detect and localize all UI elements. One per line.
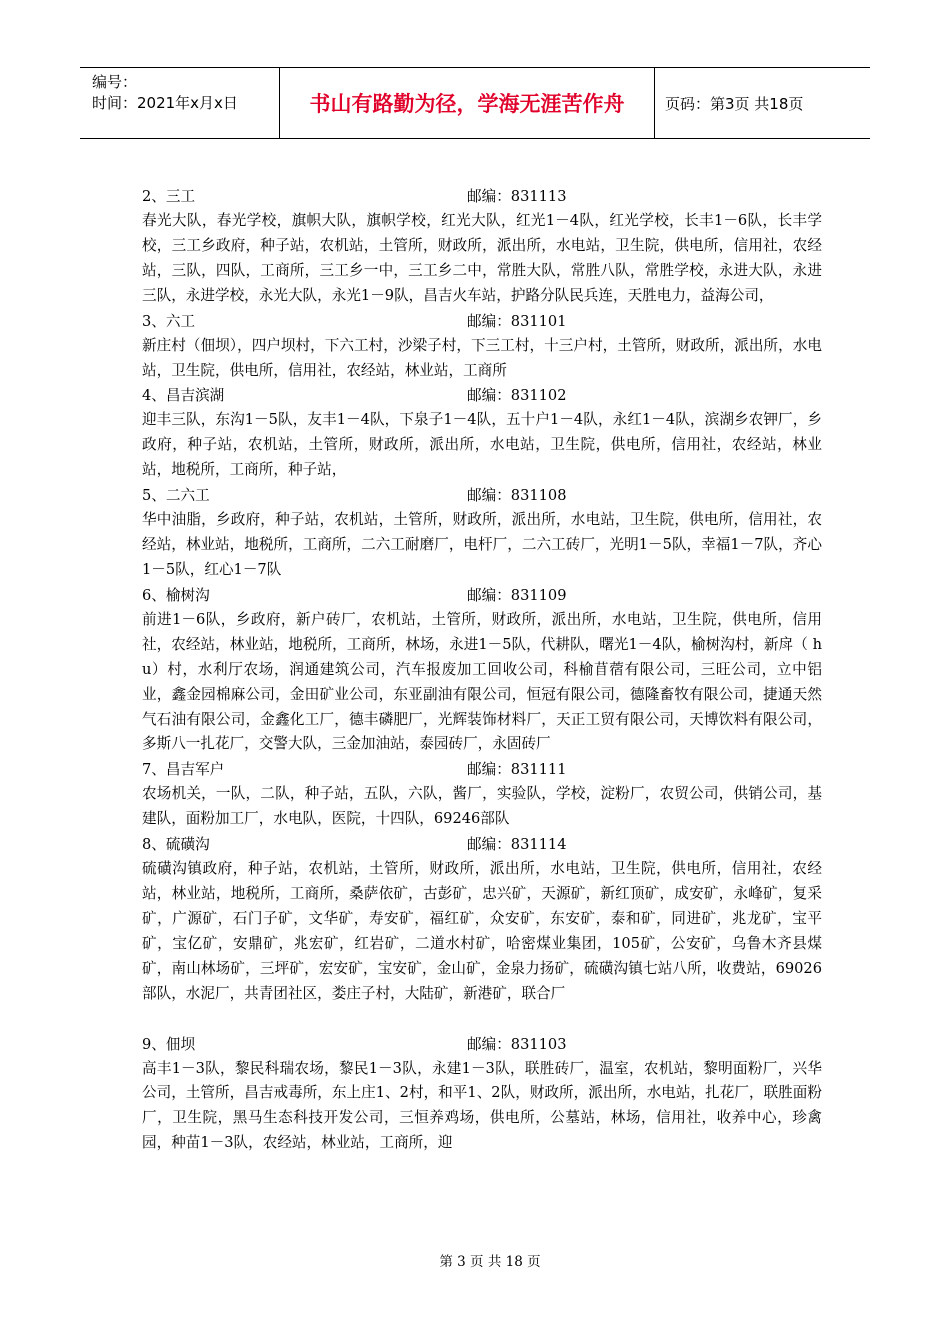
section-spacer <box>142 1007 822 1032</box>
section-3 <box>142 309 822 384</box>
postal-code: 邮编：831103 <box>467 1035 567 1053</box>
section-name: 6、榆树沟 <box>142 586 210 604</box>
section-name: 7、昌吉军户 <box>142 761 225 779</box>
section-title <box>142 757 822 782</box>
postal-code: 邮编：831109 <box>467 586 567 604</box>
postal-code: 邮编：831114 <box>467 836 567 854</box>
section-body: 硫磺沟镇政府，种子站，农机站，土管所，财政所，派出所，水电站，卫生院，供电所，信用社，农经站，林业站，地税所，工商所，桑萨依矿，古彭矿，忠兴矿，天源矿，新红顶矿，成安矿，永峰矿，复采矿，广源矿，石门子矿，文华矿，寿安矿，福红矿，众安矿，东安矿，泰和矿，同进矿，兆龙矿，宝平矿，宝亿矿，安鼎矿，兆宏矿，红岩矿，二道水村矿，哈密煤业集团，105矿，公安矿，乌鲁木齐县煤矿，南山林场矿，三坪矿，宏安矿，宝安矿，金山矿，金泉力扬矿，硫磺沟镇七站八所，收费站，69026部队，水泥厂，共青团社区，娄庄子村，大陆矿，新港矿，联合厂 <box>142 860 822 1002</box>
section-7 <box>142 757 822 832</box>
postal-code: 邮编：831101 <box>467 312 567 330</box>
section-6 <box>142 583 822 757</box>
section-title <box>142 1032 822 1057</box>
section-name: 9、佃坝 <box>142 1035 196 1053</box>
section-9 <box>142 1032 822 1157</box>
header-page-label: 页码：第3页 共18页 <box>665 94 804 113</box>
header-motto: 书山有路勤为径，学海无涯苦作舟 <box>280 68 655 138</box>
section-title <box>142 583 822 608</box>
section-body: 高丰1－3队，黎民科瑞农场，黎民1－3队，永建1－3队，联胜砖厂，温室，农机站，黎明面粉厂，兴华公司，土管所，昌吉戒毒所，东上庄1、2村，和平1、2队，财政所，派出所，水电站，扎花厂，联胜面粉厂，卫生院，黑马生态科技开发公司，三恒养鸡场，供电所，公墓站，林场，信用社，收养中心，珍禽园，种苗1－3队，农经站，林业站，工商所，迎 <box>142 1059 822 1152</box>
header-info <box>80 68 280 138</box>
postal-code: 邮编：831113 <box>467 188 567 205</box>
section-name: 5、二六工 <box>142 487 210 505</box>
postal-code: 邮编：831102 <box>467 387 567 405</box>
section-body: 前进1－6队，乡政府，新户砖厂，农机站，土管所，财政所，派出所，水电站，卫生院，供电所，信用社，农经站，林业站，地税所，工商所，林场，永进1－5队，代耕队，曙光1－4队，榆树沟村，新戽（ hu）村，水利厅农场，润通建筑公司，汽车报废加工回收公司，科榆苜蓿有限公司，三旺公司，立中铝业，鑫金园棉麻公司，金田矿业公司，东亚副油有限公司，恒冠有限公司，德隆畜牧有限公司，捷通天然气石油有限公司，金鑫化工厂，德丰磷肥厂，光辉装饰材料厂，天正工贸有限公司，天博饮料有限公司，多斯八一扎花厂，交警大队，三金加油站，泰园砖厂，永固砖厂 <box>142 610 822 753</box>
header-number-label: 编号： <box>92 73 138 91</box>
section-title <box>142 832 822 857</box>
section-title <box>142 184 822 209</box>
section-title <box>142 309 822 334</box>
section-5 <box>142 483 822 583</box>
section-2 <box>142 184 822 309</box>
section-name: 2、三工 <box>142 188 196 205</box>
page-header <box>80 67 870 139</box>
section-name: 3、六工 <box>142 312 196 330</box>
section-body: 新庄村（佃坝），四户坝村，下六工村，沙梁子村，下三工村，十三户村，土管所，财政所，派出所，水电站，卫生院，供电所，信用社，农经站，林业站，工商所 <box>142 336 822 379</box>
section-title <box>142 383 822 408</box>
section-body: 农场机关，一队，二队，种子站，五队，六队，酱厂，实验队，学校，淀粉厂，农贸公司，供销公司，基建队，面粉加工厂，水电队，医院，十四队，69246部队 <box>142 785 822 828</box>
document-body <box>142 184 822 1156</box>
section-4 <box>142 383 822 483</box>
section-name: 4、昌吉滨湖 <box>142 387 225 405</box>
section-body: 华中油脂，乡政府，种子站，农机站，土管所，财政所，派出所，水电站，卫生院，供电所，信用社，农经站，林业站，地税所，工商所，二六工耐磨厂，电杆厂，二六工砖厂，光明1－5队，幸福1－7队，齐心1－5队，红心1－7队 <box>142 511 822 578</box>
page-footer: 第 3 页 共 18 页 <box>439 1254 541 1270</box>
section-name: 8、硫磺沟 <box>142 836 210 854</box>
section-body: 迎丰三队，东沟1－5队，友丰1－4队，下泉子1－4队，五十户1－4队，永红1－4队，滨湖乡农钾厂，乡政府，种子站，农机站，土管所，财政所，派出所，水电站，卫生院，供电所，信用社，农经站，林业站，地税所，工商所，种子站， <box>142 411 822 479</box>
section-8 <box>142 832 822 1006</box>
section-body: 春光大队，春光学校，旗帜大队，旗帜学校，红光大队，红光1－4队，红光学校，长丰1－6队，长丰学校，三工乡政府，种子站，农机站，土管所，财政所，派出所，水电站，卫生院，供电所，信用社，农经站，三队，四队，工商所，三工乡一中，三工乡二中，常胜大队，常胜八队，常胜学校，永进大队，永进三队，永进学校，永光大队，永光1－9队，昌吉火车站，护路分队民兵连，天胜电力，益海公司， <box>142 212 822 304</box>
postal-code: 邮编：831111 <box>467 761 567 779</box>
section-title <box>142 483 822 508</box>
postal-code: 邮编：831108 <box>467 487 567 505</box>
header-date-label: 时间：2021年x月x日 <box>92 94 238 112</box>
